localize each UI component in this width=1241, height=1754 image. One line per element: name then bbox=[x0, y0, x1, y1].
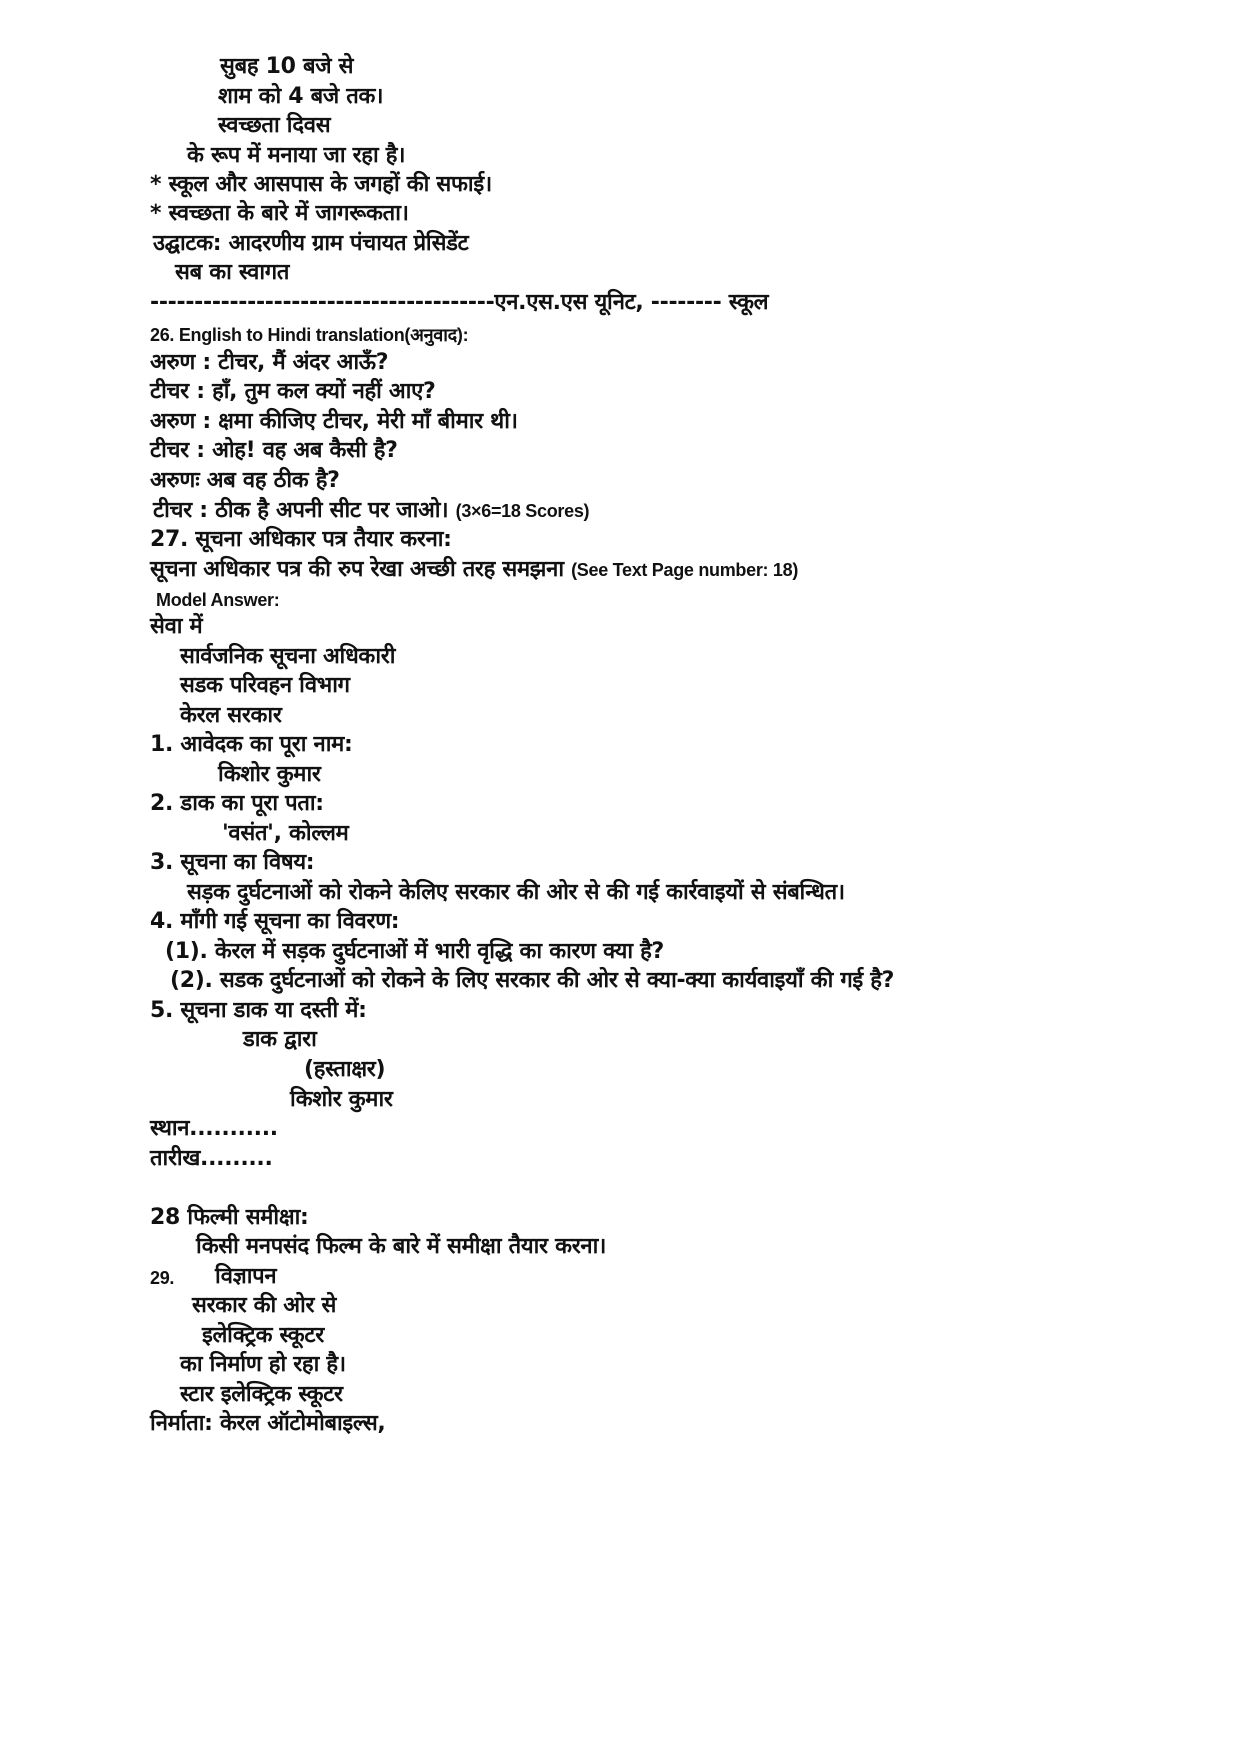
place-field: स्थान........... bbox=[150, 1116, 278, 1141]
form-item-1-value: किशोर कुमार bbox=[218, 762, 321, 787]
poster-activity-awareness: * स्वच्छता के बारे में जागरूकता। bbox=[150, 201, 409, 226]
q26-heading: 26. English to Hindi translation(अनुवाद): bbox=[150, 325, 469, 345]
form-item-1-label: 1. आवेदक का पूरा नाम: bbox=[150, 732, 353, 757]
poster-time-end: शाम को 4 बजे तक। bbox=[218, 84, 384, 109]
ad-line-2: इलेक्ट्रिक स्कूटर bbox=[202, 1323, 324, 1348]
q26-score: (3×6=18 Scores) bbox=[455, 501, 590, 521]
form-item-4-question-1: (1). केरल में सड़क दुर्घटनाओं में भारी वृद्धि का कारण क्या है? bbox=[165, 939, 664, 964]
letter-addressee-2: सडक परिवहन विभाग bbox=[180, 673, 350, 698]
form-item-2-label: 2. डाक का पूरा पता: bbox=[150, 791, 324, 816]
form-item-2-value: 'वसंत', कोल्लम bbox=[222, 821, 349, 846]
form-item-5-value: डाक द्वारा bbox=[243, 1027, 317, 1052]
q26-dialogue-2: टीचर : हाँ, तुम कल क्यों नहीं आए? bbox=[150, 379, 436, 404]
signature-label: (हस्ताक्षर) bbox=[304, 1057, 386, 1082]
poster-inaugurator: उद्घाटक: आदरणीय ग्राम पंचायत प्रेसिडेंट bbox=[153, 231, 469, 256]
poster-event-name: स्वच्छता दिवस bbox=[218, 113, 331, 138]
letter-salutation: सेवा में bbox=[150, 614, 203, 639]
ad-line-1: सरकार की ओर से bbox=[192, 1293, 337, 1318]
q28-body: किसी मनपसंद फिल्म के बारे में समीक्षा तैयार करना। bbox=[196, 1234, 607, 1259]
form-item-5-label: 5. सूचना डाक या दस्ती में: bbox=[150, 998, 367, 1023]
poster-time-start: सुबह 10 बजे से bbox=[220, 54, 354, 79]
form-item-3-label: 3. सूचना का विषय: bbox=[150, 850, 315, 875]
date-field: तारीख......... bbox=[150, 1146, 273, 1171]
poster-activity-cleaning: * स्कूल और आसपास के जगहों की सफाई। bbox=[150, 172, 492, 197]
poster-celebration-line: के रूप में मनाया जा रहा है। bbox=[187, 143, 406, 168]
q27-heading: 27. सूचना अधिकार पत्र तैयार करना: bbox=[150, 527, 452, 552]
q26-dialogue-4: टीचर : ओह! वह अब कैसी है? bbox=[150, 438, 398, 463]
letter-addressee-1: सार्वजनिक सूचना अधिकारी bbox=[180, 644, 396, 669]
q26-dialogue-5: अरुणः अब वह ठीक है? bbox=[150, 468, 340, 493]
ad-manufacturer: निर्माता: केरल ऑटोमोबाइल्स, bbox=[150, 1411, 386, 1436]
letter-addressee-3: केरल सरकार bbox=[180, 703, 282, 728]
q26-dialogue-3: अरुण : क्षमा कीजिए टीचर, मेरी माँ बीमार थी। bbox=[150, 409, 518, 434]
form-item-4-question-2: (2). सडक दुर्घटनाओं को रोकने के लिए सरकार की ओर से क्या-क्या कार्यवाइयाँ की गई है? bbox=[170, 968, 895, 993]
q27-instruction-text: सूचना अधिकार पत्र की रुप रेखा अच्छी तरह समझना bbox=[150, 557, 564, 582]
q29-number: 29. bbox=[150, 1268, 175, 1288]
form-item-4-label: 4. माँगी गई सूचना का विवरण: bbox=[150, 909, 400, 934]
q27-model-answer-label: Model Answer: bbox=[156, 590, 280, 610]
ad-line-3: का निर्माण हो रहा है। bbox=[180, 1352, 346, 1377]
poster-welcome: सब का स्वागत bbox=[175, 260, 290, 285]
q28-heading: 28 फिल्मी समीक्षा: bbox=[150, 1205, 309, 1230]
q26-dialogue-1: अरुण : टीचर, मैं अंदर आऊँ? bbox=[150, 350, 389, 375]
q26-dialogue-6 bbox=[153, 496, 589, 526]
q27-instruction bbox=[150, 555, 798, 585]
ad-line-4: स्टार इलेक्ट्रिक स्कूटर bbox=[180, 1382, 343, 1407]
poster-organizer: ---------------------------------------एन.एस.एस यूनिट, -------- स्कूल bbox=[150, 290, 769, 315]
q27-reference: (See Text Page number: 18) bbox=[571, 560, 799, 580]
signature-name: किशोर कुमार bbox=[290, 1087, 393, 1112]
q29-heading: विज्ञापन bbox=[215, 1264, 277, 1289]
q26-dialogue-6-text: टीचर : ठीक है अपनी सीट पर जाओ। bbox=[153, 498, 449, 523]
form-item-3-value: सड़क दुर्घटनाओं को रोकने केलिए सरकार की ओर से की गई कार्रवाइयों से संबन्धित। bbox=[187, 880, 845, 905]
